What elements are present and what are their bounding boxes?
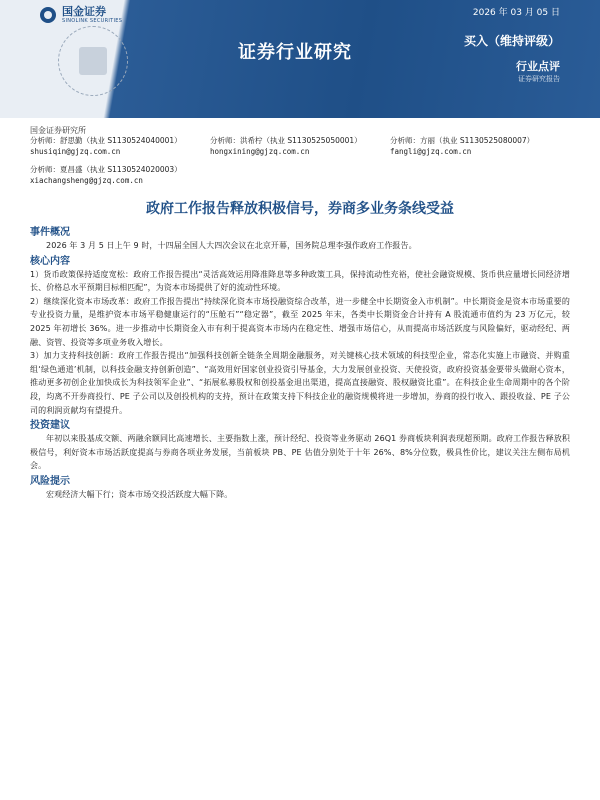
section-title-invest: 投资建议 bbox=[30, 420, 70, 432]
qr-seal-icon bbox=[58, 26, 128, 96]
qr-code-icon bbox=[79, 47, 107, 75]
analyst-email: fangli@gjzq.com.cn bbox=[390, 147, 472, 156]
section-title-risk: 风险提示 bbox=[30, 475, 70, 487]
analyst-name: 分析师：舒思勤（执业 S1130524040001） bbox=[30, 136, 182, 145]
analyst-row bbox=[30, 165, 570, 175]
report-header bbox=[0, 0, 600, 118]
core-point-2: 2）继续深化资本市场改革：政府工作报告提出“持续深化资本市场投融资综合改革，进一步健全中长期资金入市机制”。中长期资金是资本市场重要的专业投资力量，是维护资本市场平稳健康运行的“压舱石”“稳定器”，截至 2025 年末，各类中长期资金合计持有 A 股流通市值约为 23 万亿元，较 2025 年初增长 36%。进一步推动中长期资金入市有利于提高资本市场内在稳定性、增强市场信心，从而提高市场活跃度与风险偏好，驱动经纪、两融、资管、投资等多项业务收入增长。 bbox=[30, 296, 570, 347]
analyst-name: 分析师：洪希柠（执业 S1130525050001） bbox=[210, 136, 362, 145]
logo-icon bbox=[40, 7, 56, 23]
email-row bbox=[30, 146, 570, 157]
rating-label: 买入（维持评级） bbox=[463, 34, 560, 48]
email-row bbox=[30, 175, 570, 186]
analyst-name: 分析师：方丽（执业 S1130525080007） bbox=[390, 136, 535, 145]
risk-paragraph: 宏观经济大幅下行；资本市场交投活跃度大幅下降。 bbox=[46, 489, 233, 499]
report-type: 证券研究报告 bbox=[518, 75, 560, 83]
invest-paragraph: 年初以来股基成交额、两融余额同比高速增长、主要指数上涨，预计经纪、投资等业务驱动 26Q1 券商板块利润表现超预期。政府工作报告释放积极信号，利好资本市场活跃度提高与券商各项业务发展，当前板块 PB、PE 估值分别处于十年 26%、8%分位数，极具性价比，建议关注左侧布局机会。 bbox=[30, 434, 570, 471]
core-point-3: 3）加力支持科技创新：政府工作报告提出“加强科技创新全链条全周期金融服务，对关键核心技术领域的科技型企业，常态化实施上市融资、并购重组‘绿色通道’机制，以科技金融支持创新创造”、“高效用好国家创业投资引导基金，大力发展创业投资、天使投资，政府投资基金要带头做耐心资本，推动更多初创企业加快成长为科技领军企业”、“拓展私募股权和创投基金退出渠道，提高直接融资、股权融资比重”。在科技企业生命周期中的各个阶段，均离不开券商投行、PE 子公司以及创投机构的支持，预计在政策支持下科技企业的融资规模将进一步增加，券商的投行收入、跟投收益、PE 子公司的利润贡献均有望提升。 bbox=[30, 351, 570, 415]
analyst-name: 分析师：夏昌盛（执业 S1130524020003） bbox=[30, 165, 182, 174]
analyst-email: hongxining@gjzq.com.cn bbox=[210, 147, 310, 156]
section-title-core: 核心内容 bbox=[30, 255, 70, 267]
core-point-1: 1）货币政策保持适度宽松：政府工作报告提出“灵活高效运用降准降息等多种政策工具，保持流动性充裕，使社会融资规模、货币供应量增长同经济增长、价格总水平预期目标相匹配”，为资本市场提供了好的流动性环境。 bbox=[30, 269, 570, 293]
logo-text-en: SINOLINK SECURITIES bbox=[62, 18, 123, 24]
company-logo bbox=[40, 6, 122, 24]
report-date: 2026 年 03 月 05 日 bbox=[472, 8, 560, 18]
event-paragraph: 2026 年 3 月 5 日上午 9 时，十四届全国人大四次会议在北京开幕，国务院总理李强作政府工作报告。 bbox=[46, 241, 417, 250]
analyst-row bbox=[30, 136, 570, 146]
report-headline: 政府工作报告释放积极信号，券商多业务条线受益 bbox=[146, 201, 454, 217]
document-type: 行业点评 bbox=[516, 60, 560, 73]
section-title-event: 事件概况 bbox=[30, 227, 70, 238]
page-title: 证券行业研究 bbox=[238, 42, 352, 63]
report-body bbox=[30, 126, 570, 502]
analyst-email: xiachangsheng@gjzq.com.cn bbox=[30, 176, 143, 185]
institution-name: 国金证券研究所 bbox=[30, 126, 86, 135]
analyst-email: shusiqin@gjzq.com.cn bbox=[30, 147, 121, 156]
logo-text-cn: 国金证券 bbox=[62, 5, 106, 18]
